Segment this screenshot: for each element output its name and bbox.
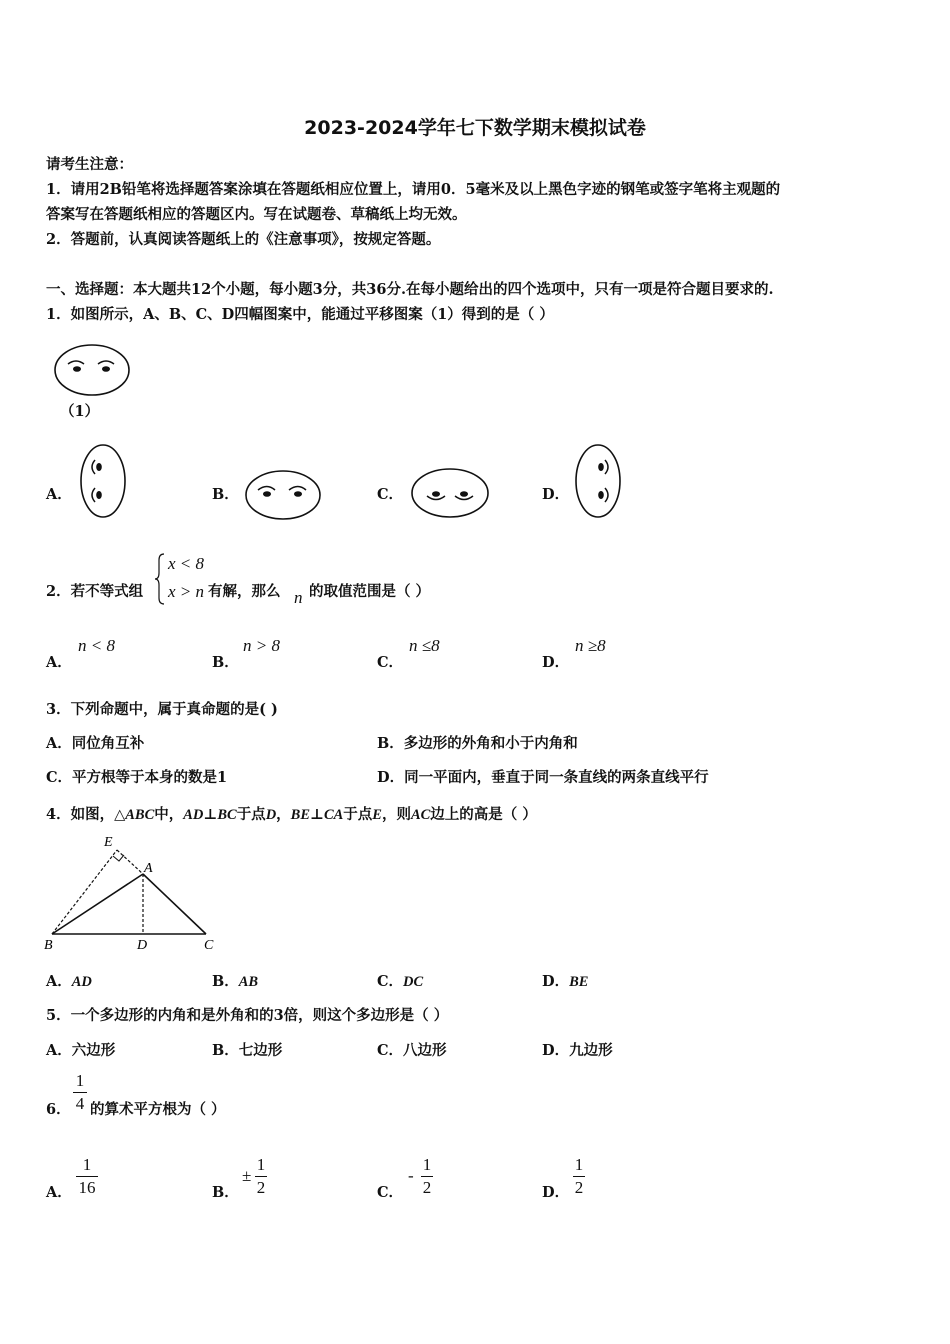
q2-system-eq1: x < 8	[168, 554, 205, 573]
q6-option-d-bar	[573, 1176, 585, 1177]
q6-option-a-bar	[76, 1176, 98, 1177]
q2-suffix: 的取值范围是（ ）	[309, 583, 431, 600]
q4-label-b: B	[44, 938, 53, 953]
q2-option-d-value: n ≥8	[575, 636, 606, 655]
q6-option-a-numerator: 1	[82, 1155, 92, 1174]
q1-option-d-label: D．	[542, 486, 570, 503]
notice-heading: 请考生注意：	[46, 156, 133, 173]
q4-bc: BC	[217, 807, 237, 823]
q1-option-a-label: A．	[46, 486, 72, 503]
q4-stem-b: 中，	[154, 806, 184, 823]
q6-option-a-denominator: 16	[78, 1178, 96, 1197]
q4-stem-d: 于点	[343, 806, 373, 823]
q4-option-a	[46, 970, 92, 991]
q6-number: 6．	[46, 1101, 71, 1118]
q6-option-c-denominator: 2	[422, 1178, 432, 1197]
q6-option-d-label: D．	[542, 1184, 570, 1201]
q4-label-a: A	[144, 861, 153, 876]
q4-perp-1: ⊥	[203, 806, 218, 823]
q4-comma: ，	[276, 806, 291, 823]
q3-option-a: A．同位角互补	[46, 735, 145, 752]
q6-fraction	[73, 1071, 87, 1114]
q4-option-b-value: AB	[238, 974, 259, 990]
q4-ac: AC	[410, 807, 431, 823]
q6-option-d-numerator: 1	[574, 1155, 584, 1174]
notice-item-1-line-1: 1．请用2B铅笔将选择题答案涂填在答题纸相应位置上，请用0．5毫米及以上黑色字迹的钢笔或签字笔将主观题的	[46, 181, 781, 198]
q4-option-a-value: AD	[71, 974, 92, 990]
q6-option-a-fraction	[76, 1155, 98, 1198]
q6-option-b-label: B．	[212, 1184, 239, 1201]
q4-option-c-label: C．	[377, 973, 404, 990]
notice-item-2: 2．答题前，认真阅读答题纸上的《注意事项》，按规定答题。	[46, 231, 441, 248]
q6-option-c-numerator: 1	[422, 1155, 432, 1174]
q2-option-c-label: C．	[377, 654, 404, 671]
q6-fraction-denominator: 4	[75, 1094, 85, 1113]
q6-option-c-sign: -	[408, 1166, 414, 1185]
q4-stem-a: 4．如图，△	[46, 806, 126, 823]
q2-option-d-label: D．	[542, 654, 570, 671]
page-title: 2023-2024学年七下数学期末模拟试卷	[304, 117, 646, 139]
q5-stem: 5．一个多边形的内角和是外角和的3倍，则这个多边形是（ ）	[46, 1007, 449, 1024]
q3-option-d: D．同一平面内，垂直于同一条直线的两条直线平行	[377, 769, 709, 786]
q1-stem: 1．如图所示，A、B、C、D四幅图案中，能通过平移图案（1）得到的是（ ）	[46, 306, 554, 323]
q4-option-d	[542, 970, 588, 991]
q6-option-b-fraction	[255, 1155, 267, 1198]
q2-option-c-value: n ≤8	[409, 636, 440, 655]
q4-option-c	[377, 970, 423, 991]
q6-option-b-denominator: 2	[256, 1178, 266, 1197]
q5-option-b: B．七边形	[212, 1042, 283, 1059]
q1-option-b-figure	[242, 468, 324, 522]
q6-option-b-sign: ±	[242, 1166, 252, 1185]
q4-ad: AD	[183, 807, 204, 823]
q1-option-b-label: B．	[212, 486, 239, 503]
q2-prefix: 2．若不等式组	[46, 583, 144, 600]
q6-option-c-bar	[421, 1176, 433, 1177]
q4-ca: CA	[323, 807, 344, 823]
q6-option-b-numerator: 1	[256, 1155, 266, 1174]
q3-stem: 3．下列命题中，属于真命题的是( )	[46, 701, 278, 718]
q2-variable-n: n	[294, 588, 303, 607]
q6-option-c-fraction	[421, 1155, 433, 1198]
q4-option-d-label: D．	[542, 973, 570, 990]
notice-item-1-line-2: 答案写在答题纸相应的答题区内。写在试题卷、草稿纸上均无效。	[46, 206, 467, 223]
q4-option-d-value: BE	[569, 974, 589, 990]
q4-option-c-value: DC	[403, 974, 424, 990]
q2-option-b-value: n > 8	[243, 636, 280, 655]
q4-perp-2: ⊥	[310, 806, 324, 823]
q2-option-a-value: n < 8	[78, 636, 115, 655]
q4-stem-f: 边上的高是（ ）	[430, 806, 537, 823]
q1-figure-label: （1）	[60, 403, 100, 420]
q4-stem-c: 于点	[236, 806, 266, 823]
q5-option-a: A．六边形	[46, 1042, 116, 1059]
q4-label-e: E	[104, 835, 113, 850]
q1-option-c-figure	[408, 466, 492, 520]
q1-option-a-figure	[76, 442, 130, 522]
q3-option-b: B．多边形的外角和小于内角和	[377, 735, 578, 752]
q6-option-d-fraction	[573, 1155, 585, 1198]
q4-be: BE	[290, 807, 311, 823]
q6-option-b-bar	[255, 1176, 267, 1177]
q5-option-c: C．八边形	[377, 1042, 447, 1059]
q4-abc: ABC	[125, 807, 155, 823]
q4-label-d: D	[137, 938, 148, 953]
q4-option-b-label: B．	[212, 973, 239, 990]
q4-e: E	[372, 807, 382, 823]
q4-option-b	[212, 970, 258, 991]
q2-system-eq2: x > n	[168, 582, 205, 601]
q4-label-c: C	[204, 938, 214, 953]
q4-d: D	[265, 807, 277, 823]
q4-option-a-label: A．	[46, 973, 72, 990]
q1-figure-1	[50, 342, 134, 400]
q4-stem	[46, 803, 537, 824]
q6-stem: 的算术平方根为（ ）	[90, 1101, 226, 1118]
q4-stem-e: ，则	[381, 806, 411, 823]
q6-fraction-numerator: 1	[75, 1071, 85, 1090]
q2-option-b-label: B．	[212, 654, 239, 671]
q1-option-d-figure	[570, 442, 626, 522]
section-heading: 一、选择题：本大题共12个小题，每小题3分，共36分.在每小题给出的四个选项中，只有一项是符合题目要求的.	[46, 281, 774, 298]
q1-option-c-label: C．	[377, 486, 404, 503]
q2-brace	[154, 552, 166, 606]
q4-triangle-figure	[40, 828, 230, 954]
q2-middle: 有解，那么	[208, 583, 281, 600]
q2-option-a-label: A．	[46, 654, 72, 671]
q6-option-c-label: C．	[377, 1184, 404, 1201]
q6-option-a-label: A．	[46, 1184, 72, 1201]
q5-option-d: D．九边形	[542, 1042, 613, 1059]
q6-option-d-denominator: 2	[574, 1178, 584, 1197]
q6-fraction-bar	[73, 1092, 87, 1093]
q3-option-c: C．平方根等于本身的数是1	[46, 769, 228, 786]
